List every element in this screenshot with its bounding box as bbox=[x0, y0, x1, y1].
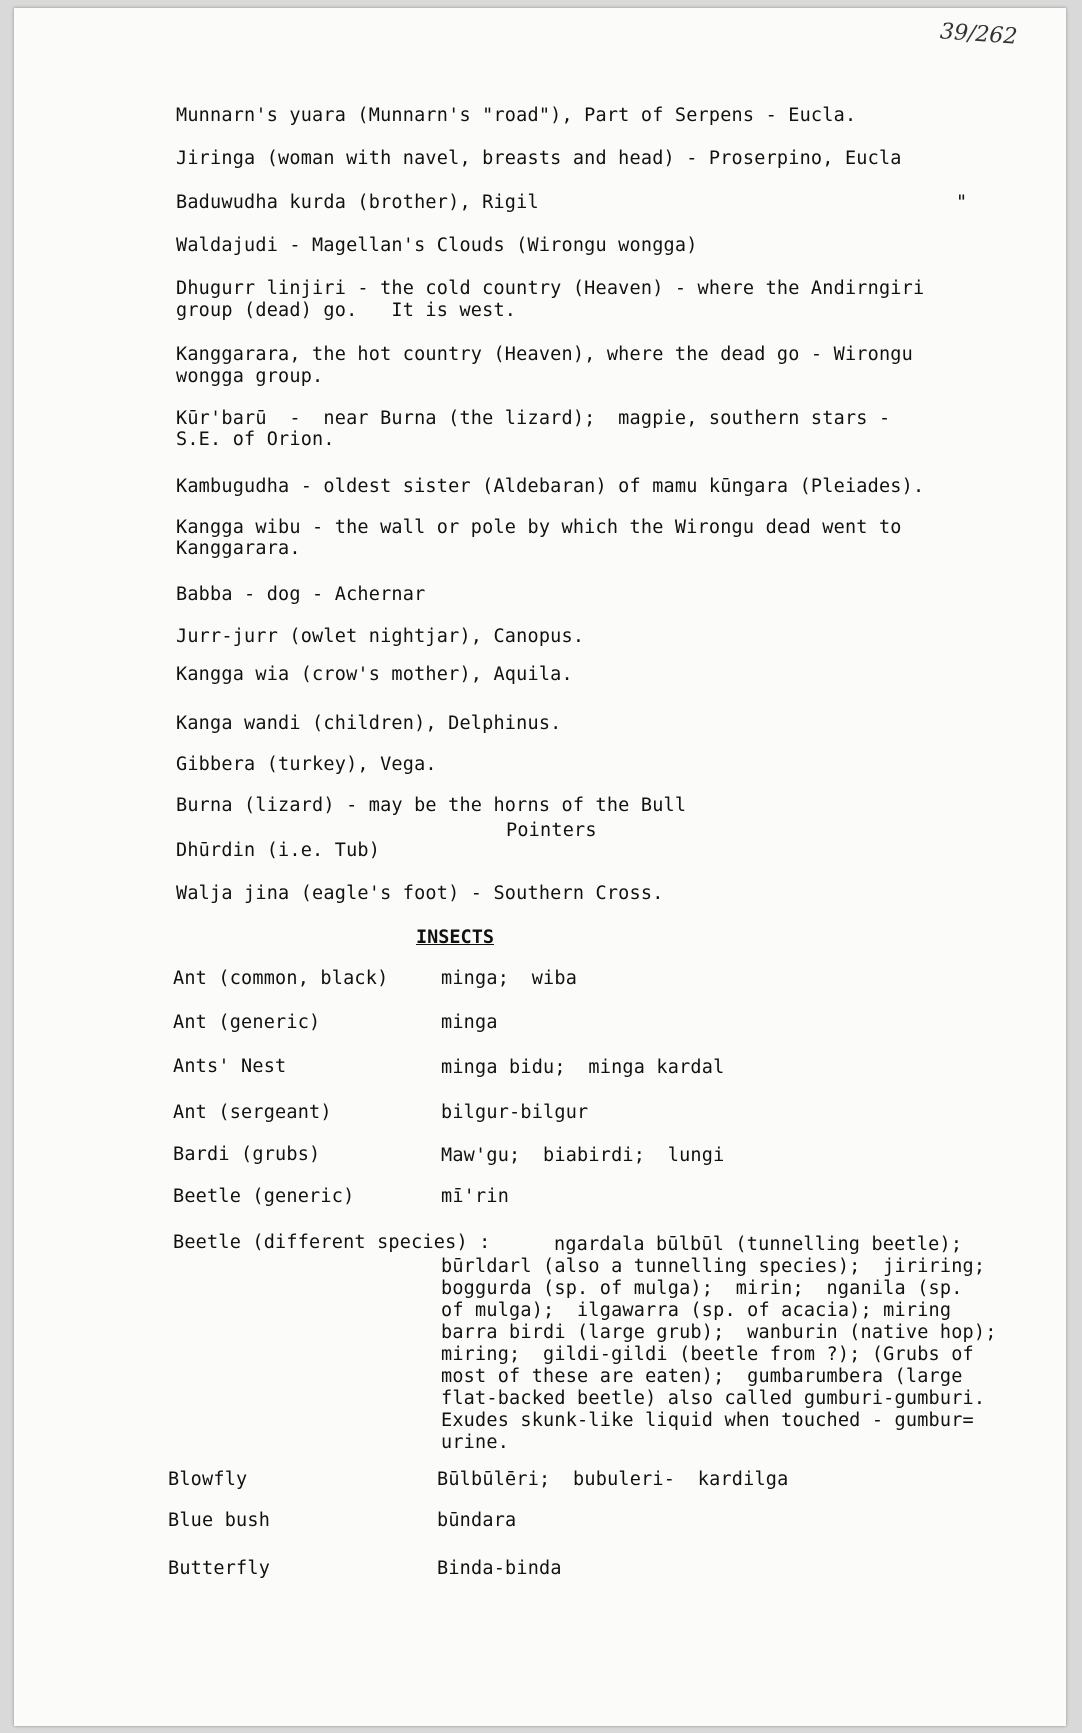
star-entry-dhugurr-line-1: Dhugurr linjiri - the cold country (Heaven) - where the Andirngiri bbox=[176, 278, 925, 299]
star-entry-kangga-wibu-line-1: Kangga wibu - the wall or pole by which the Wirongu dead went to bbox=[176, 517, 902, 538]
insect-gloss-beetle-line-4: of mulga); ilgawarra (sp. of acacia); miring bbox=[441, 1300, 952, 1321]
star-entry-pointers: Pointers bbox=[506, 820, 597, 841]
insect-gloss-beetle-line-5: barra birdi (large grub); wanburin (native hop); bbox=[441, 1322, 997, 1343]
insect-gloss-beetle-line-7: most of these are eaten); gumbarumbera (large bbox=[441, 1366, 963, 1387]
insect-term-ant-sergeant: Ant (sergeant) bbox=[173, 1102, 332, 1123]
star-entry-kanggarara-line-2: wongga group. bbox=[176, 366, 324, 387]
star-entry-baduwudha: Baduwudha kurda (brother), Rigil bbox=[176, 192, 539, 213]
insect-gloss-butterfly: Binda-binda bbox=[437, 1558, 562, 1579]
insect-term-beetle-generic: Beetle (generic) bbox=[173, 1186, 355, 1207]
insect-term-ants-nest: Ants' Nest bbox=[173, 1056, 287, 1077]
insect-term-blowfly: Blowfly bbox=[168, 1469, 248, 1490]
star-entry-walja-jina: Walja jina (eagle's foot) - Southern Cross. bbox=[176, 883, 664, 904]
insect-gloss-beetle-line-1: ngardala būlbūl (tunnelling beetle); bbox=[554, 1234, 963, 1255]
document-page bbox=[14, 8, 1066, 1726]
insect-term-ant-generic: Ant (generic) bbox=[173, 1012, 321, 1033]
star-entry-gibbera: Gibbera (turkey), Vega. bbox=[176, 754, 437, 775]
star-entry-dhugurr-line-2: group (dead) go. It is west. bbox=[176, 300, 517, 321]
insect-gloss-ant-sergeant: bilgur-bilgur bbox=[441, 1102, 589, 1123]
section-heading-insects: INSECTS bbox=[416, 927, 494, 948]
insect-gloss-beetle-generic: mī'rin bbox=[441, 1186, 510, 1207]
star-entry-kambugudha: Kambugudha - oldest sister (Aldebaran) of mamu kūngara (Pleiades). bbox=[176, 476, 925, 497]
insect-gloss-beetle-line-6: miring; gildi-gildi (beetle from ?); (Grubs of bbox=[441, 1344, 974, 1365]
insect-gloss-beetle-line-8: flat-backed beetle) also called gumburi-gumburi. bbox=[441, 1388, 986, 1409]
star-entry-jiringa: Jiringa (woman with navel, breasts and head) - Proserpino, Eucla bbox=[176, 148, 902, 169]
page-number: 39/262 bbox=[939, 19, 1019, 50]
insect-gloss-ant-common: minga; wiba bbox=[441, 968, 578, 989]
insect-gloss-beetle-line-3: boggurda (sp. of mulga); mirin; nganila (sp. bbox=[441, 1278, 963, 1299]
star-entry-waldajudi: Waldajudi - Magellan's Clouds (Wirongu wongga) bbox=[176, 235, 698, 256]
insect-gloss-blue-bush: būndara bbox=[437, 1510, 517, 1531]
insect-gloss-beetle-line-2: būrldarl (also a tunnelling species); jiriring; bbox=[441, 1256, 986, 1277]
star-entry-babba: Babba - dog - Achernar bbox=[176, 584, 426, 605]
insect-gloss-blowfly: Būlbūlēri; bubuleri- kardilga bbox=[437, 1469, 789, 1490]
insect-term-bardi: Bardi (grubs) bbox=[173, 1144, 321, 1165]
star-entry-kangga-wia: Kangga wia (crow's mother), Aquila. bbox=[176, 664, 573, 685]
insect-gloss-beetle-line-10: urine. bbox=[441, 1432, 510, 1453]
star-entry-dhurdin: Dhūrdin (i.e. Tub) bbox=[176, 840, 381, 861]
ditto-mark: " bbox=[956, 192, 968, 213]
insect-gloss-beetle-line-9: Exudes skunk-like liquid when touched - gumbur= bbox=[441, 1410, 974, 1431]
star-entry-kanga-wandi: Kanga wandi (children), Delphinus. bbox=[176, 713, 562, 734]
insect-gloss-ant-generic: minga bbox=[441, 1012, 498, 1033]
insect-term-butterfly: Butterfly bbox=[168, 1558, 271, 1579]
insect-gloss-ants-nest: minga bidu; minga kardal bbox=[441, 1057, 725, 1078]
star-entry-kanggarara-line-1: Kanggarara, the hot country (Heaven), where the dead go - Wirongu bbox=[176, 344, 913, 365]
insect-gloss-bardi: Maw'gu; biabirdi; lungi bbox=[441, 1145, 725, 1166]
star-entry-burna: Burna (lizard) - may be the horns of the Bull bbox=[176, 795, 687, 816]
insect-term-ant-common: Ant (common, black) bbox=[173, 968, 389, 989]
insect-term-beetle-species: Beetle (different species) : bbox=[173, 1232, 491, 1253]
star-entry-munnarn: Munnarn's yuara (Munnarn's "road"), Part of Serpens - Eucla. bbox=[176, 105, 857, 126]
star-entry-jurr-jurr: Jurr-jurr (owlet nightjar), Canopus. bbox=[176, 626, 585, 647]
insect-term-blue-bush: Blue bush bbox=[168, 1510, 271, 1531]
star-entry-kurbaru-line-1: Kūr'barū - near Burna (the lizard); magpie, southern stars - bbox=[176, 408, 891, 429]
star-entry-kurbaru-line-2: S.E. of Orion. bbox=[176, 429, 335, 450]
star-entry-kangga-wibu-line-2: Kanggarara. bbox=[176, 538, 301, 559]
